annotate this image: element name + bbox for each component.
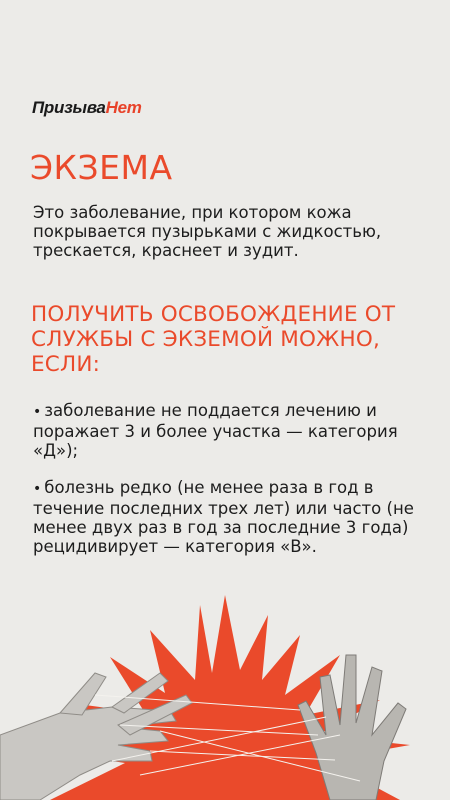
intro-text: Это заболевание, при котором кожа покрывается пузырьками с жидкостью, трескается, краснеет и зудит. [33, 203, 382, 260]
condition-item [33, 478, 443, 556]
brand-logo [32, 98, 142, 118]
bullet-icon: • [33, 481, 42, 497]
bullet-icon: • [33, 404, 42, 420]
condition-text: болезнь редко (не менее раза в год в течение последних трех лет) или часто (не менее двух раз в год за последние 3 года) рецидивирует — категория «В». [33, 478, 414, 556]
condition-item [33, 401, 443, 460]
logo-text-part2: Нет [105, 98, 142, 117]
logo-text-part1: Призыва [32, 98, 106, 117]
condition-text: заболевание не поддается лечению и поражает 3 и более участка — категория «Д»); [33, 401, 398, 460]
conditions-heading: ПОЛУЧИТЬ ОСВОБОЖДЕНИЕ ОТ СЛУЖБЫ С ЭКЗЕМОЙ МОЖНО, ЕСЛИ: [31, 302, 396, 377]
hands-starburst-illustration [0, 585, 450, 800]
page-title: ЭКЗЕМА [30, 148, 173, 187]
